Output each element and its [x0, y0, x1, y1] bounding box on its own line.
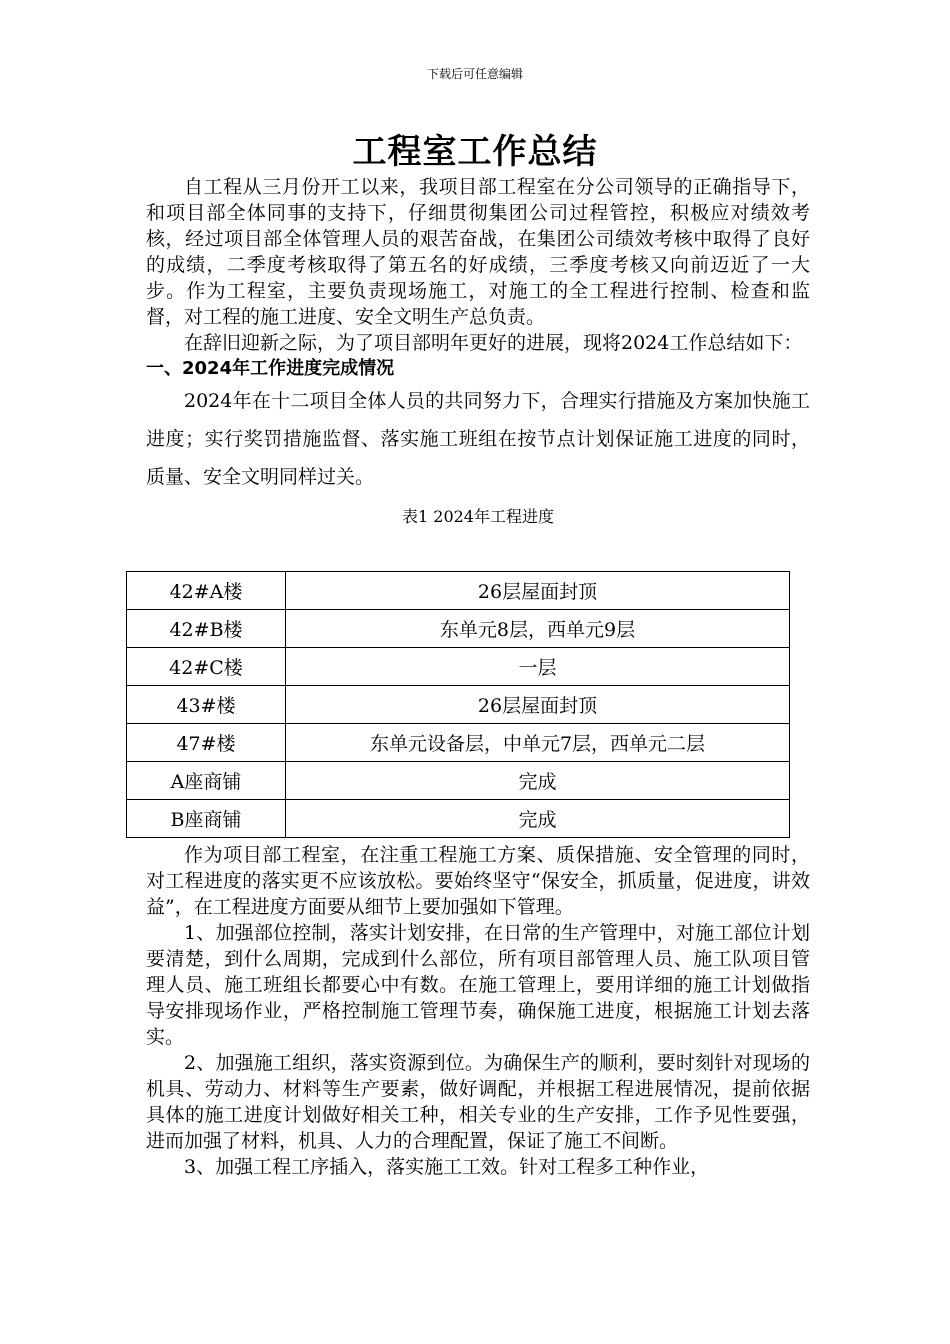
table-row — [127, 762, 790, 800]
intro-paragraph: 在辞旧迎新之际，为了项目部明年更好的进展，现将2024工作总结如下： — [184, 332, 803, 354]
table-row — [127, 724, 790, 762]
section-heading: 一、2024年工作进度完成情况 — [146, 358, 395, 379]
building-cell: B座商铺 — [127, 800, 286, 838]
table-caption: 表1 2024年工程进度 — [402, 507, 554, 526]
building-cell: 42#B楼 — [127, 610, 286, 648]
progress-cell: 东单元8层，西单元9层 — [286, 610, 790, 648]
progress-cell: 东单元设备层，中单元7层，西单元二层 — [286, 724, 790, 762]
body-paragraph: 1、加强部位控制，落实计划安排，在日常的生产管理中，对施工部位计划要清楚，到什么周期，完成到什么部位，所有项目部管理人员、施工队项目管理人员、施工班组长都要心中有数。在施工管理上，要用详细的施工计划做指导安排现场作业，严格控制施工管理节奏，确保施工进度，根据施工计划去落实。 — [146, 922, 810, 1048]
building-cell: 47#楼 — [127, 724, 286, 762]
progress-cell: 完成 — [286, 762, 790, 800]
table-row — [127, 572, 790, 610]
document-title: 工程室工作总结 — [352, 132, 598, 172]
section-paragraph: 2024年在十二项目全体人员的共同努力下，合理实行措施及方案加快施工进度；实行奖罚措施监督、落实施工班组在按节点计划保证施工进度的同时，质量、安全文明同样过关。 — [146, 390, 810, 488]
body-paragraph: 作为项目部工程室，在注重工程施工方案、质保措施、安全管理的同时，对工程进度的落实更不应该放松。要始终坚守“保安全，抓质量，促进度，讲效益”，在工程进度方面要从细节上要加强如下管理。 — [146, 844, 810, 918]
progress-cell: 完成 — [286, 800, 790, 838]
intro-section — [146, 174, 810, 538]
body-paragraph: 2、加强施工组织，落实资源到位。为确保生产的顺利，要时刻针对现场的机具、劳动力、材料等生产要素，做好调配，并根据工程进展情况，提前依据具体的施工进度计划做好相关工种，相关专业的生产安排，工作予见性要强，进而加强了材料，机具、人力的合理配置，保证了施工不间断。 — [146, 1052, 810, 1152]
intro-paragraph: 自工程从三月份开工以来，我项目部工程室在分公司领导的正确指导下，和项目部全体同事的支持下，仔细贯彻集团公司过程管控，积极应对绩效考核，经过项目部全体管理人员的艰苦奋战，在集团公司绩效考核中取得了良好的成绩，二季度考核取得了第五名的好成绩，三季度考核又向前迈近了一大步。作为工程室，主要负责现场施工，对施工的全工程进行控制、检查和监督，对工程的施工进度、安全文明生产总负责。 — [146, 176, 810, 328]
building-cell: 42#A楼 — [127, 572, 286, 610]
building-cell: A座商铺 — [127, 762, 286, 800]
page-header: 下载后可任意编辑 — [426, 67, 523, 81]
progress-table — [126, 571, 790, 838]
building-cell: 42#C楼 — [127, 648, 286, 686]
table-row — [127, 800, 790, 838]
progress-cell: 一层 — [286, 648, 790, 686]
after-table-section — [146, 842, 810, 1180]
table-row — [127, 648, 790, 686]
body-paragraph: 3、加强工程工序插入，落实施工工效。针对工程多工种作业， — [184, 1156, 710, 1178]
building-cell: 43#楼 — [127, 686, 286, 724]
table-row — [127, 610, 790, 648]
progress-cell: 26层屋面封顶 — [286, 572, 790, 610]
table-row — [127, 686, 790, 724]
progress-cell: 26层屋面封顶 — [286, 686, 790, 724]
